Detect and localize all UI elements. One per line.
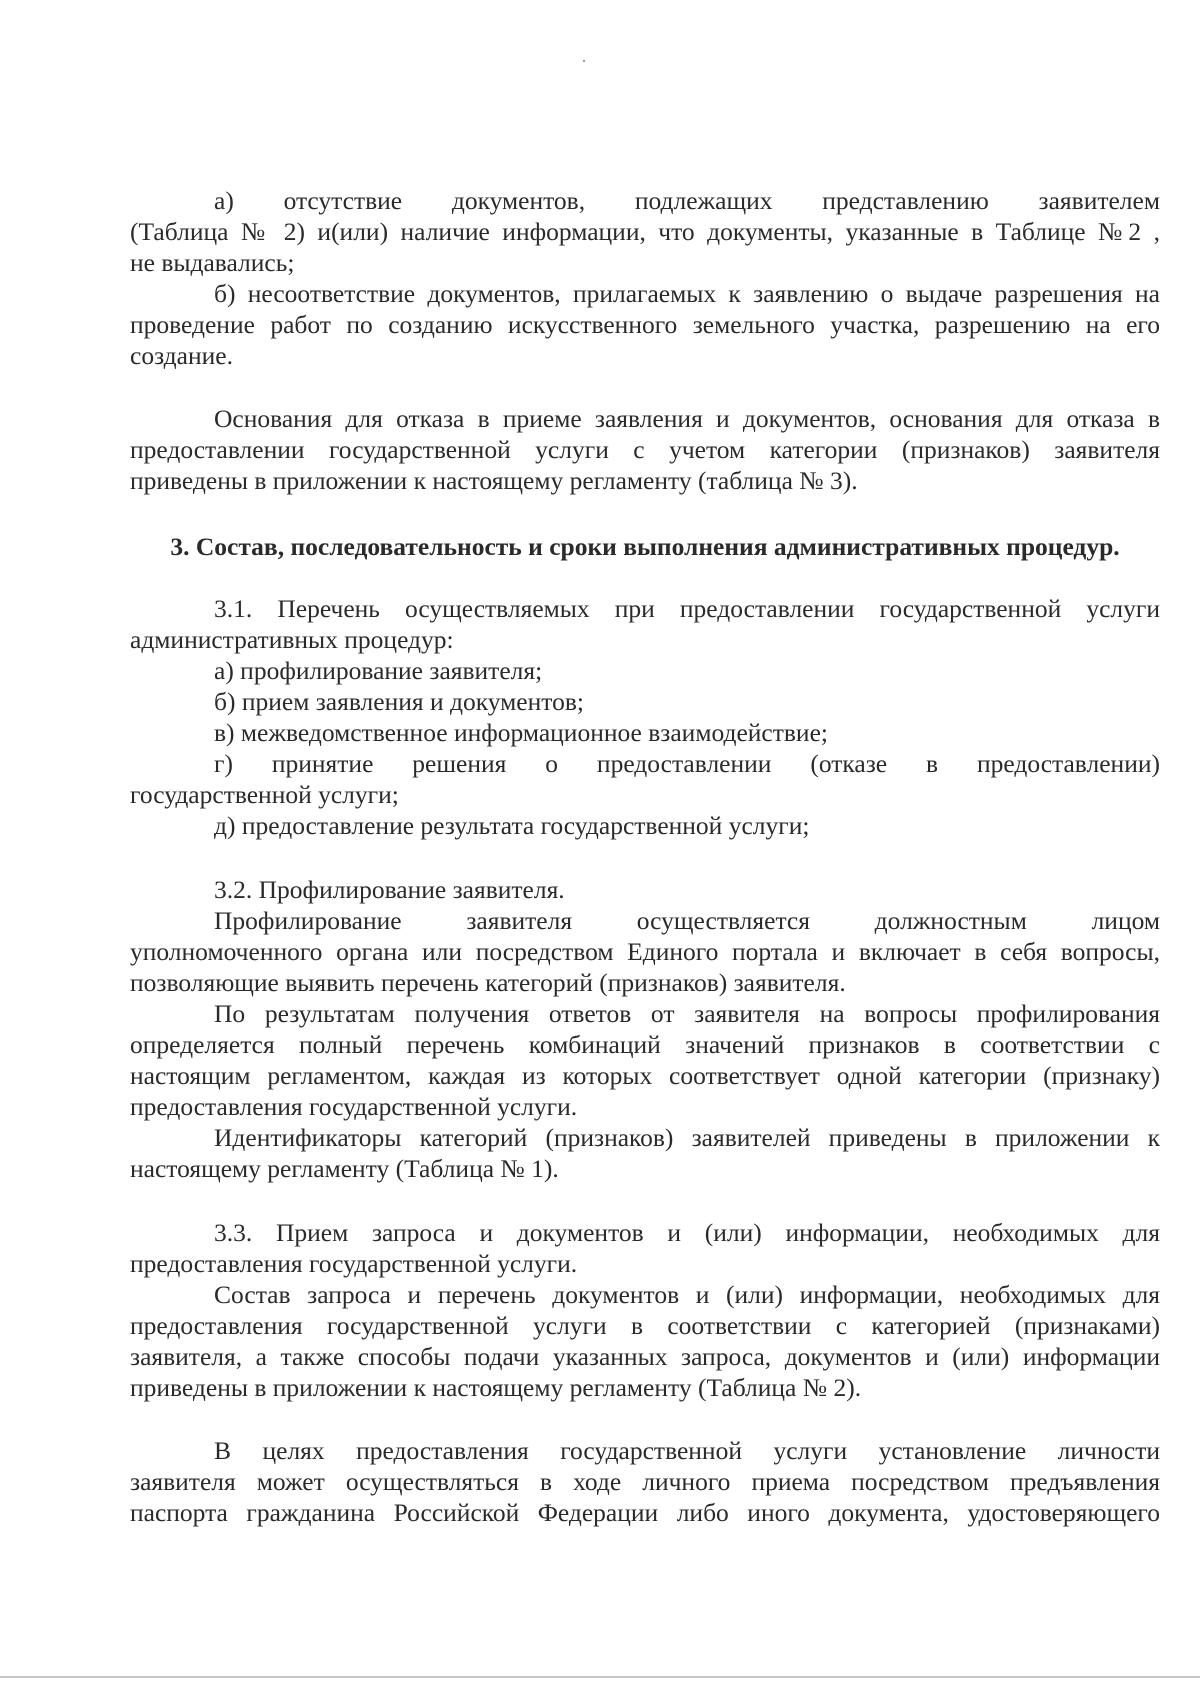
clause-3-2-para-2-line-3: настоящим регламентом, каждая из которых соответствует одной категории (признаку) — [130, 1061, 1160, 1090]
clause-3-3-para-line-1: Состав запроса и перечень документов и (или) информации, необходимых для — [214, 1280, 1160, 1309]
clause-3-2-para-2-line-4: предоставления государственной услуги. — [130, 1092, 578, 1121]
identity-line-1: В целях предоставления государственной услуги установление личности — [214, 1436, 1160, 1465]
clause-3-3-line-1: 3.3. Прием запроса и документов и (или) информации, необходимых для — [214, 1218, 1160, 1247]
clause-3-2-title: 3.2. Профилирование заявителя. — [214, 875, 565, 904]
clause-3-3-para-line-4: приведены в приложении к настоящему регламенту (Таблица № 2). — [130, 1373, 862, 1402]
identity-line-3: паспорта гражданина Российской Федерации либо иного документа, удостоверяющего — [130, 1498, 1160, 1527]
clause-3-1-line-1: 3.1. Перечень осуществляемых при предоставлении государственной услуги — [214, 594, 1160, 623]
item-b-line-2: проведение работ по созданию искусственного земельного участка, разрешению на его — [130, 310, 1160, 339]
identity-line-2: заявителя может осуществляться в ходе личного приема посредством предъявления — [130, 1467, 1160, 1496]
procedure-item-c: в) межведомственное информационное взаимодействие; — [214, 718, 828, 747]
clause-3-2-para-3-line-1: Идентификаторы категорий (признаков) заявителей приведены в приложении к — [214, 1123, 1160, 1152]
clause-3-2-para-2-line-1: По результатам получения ответов от заявителя на вопросы профилирования — [214, 999, 1160, 1028]
clause-3-2-para-3-line-2: настоящему регламенту (Таблица № 1). — [130, 1154, 559, 1183]
clause-3-2-para-1-line-1: Профилирование заявителя осуществляется должностным лицом — [214, 906, 1160, 935]
item-b-line-3: создание. — [130, 341, 233, 370]
procedure-item-d-line-1: г) принятие решения о предоставлении (отказе в предоставлении) — [214, 749, 1160, 778]
clause-3-3-para-line-2: предоставления государственной услуги в соответствии с категорией (признаками) — [130, 1311, 1160, 1340]
procedure-item-e: д) предоставление результата государственной услуги; — [214, 811, 810, 840]
section-3-heading: 3. Состав, последовательность и сроки выполнения административных процедур. — [170, 532, 1120, 561]
grounds-line-3: приведены в приложении к настоящему регламенту (таблица № 3). — [130, 466, 858, 495]
grounds-line-2: предоставлении государственной услуги с учетом категории (признаков) заявителя — [130, 435, 1160, 464]
item-a-line-1: а) отсутствие документов, подлежащих представлению заявителем — [214, 186, 1160, 215]
clause-3-3-para-line-3: заявителя, а также способы подачи указанных запроса, документов и (или) информации — [130, 1342, 1160, 1371]
clause-3-2-para-1-line-3: позволяющие выявить перечень категорий (признаков) заявителя. — [130, 968, 846, 997]
clause-3-2-para-1-line-2: уполномоченного органа или посредством Единого портала и включает в себя вопросы, — [130, 937, 1160, 966]
clause-3-1-line-2: административных процедур: — [130, 625, 454, 654]
procedure-item-b: б) прием заявления и документов; — [214, 687, 584, 716]
grounds-line-1: Основания для отказа в приеме заявления и документов, основания для отказа в — [214, 404, 1160, 433]
clause-3-2-para-2-line-2: определяется полный перечень комбинаций значений признаков в соответствии с — [130, 1030, 1160, 1059]
procedure-item-a: а) профилирование заявителя; — [214, 656, 543, 685]
scan-speck — [583, 60, 585, 62]
item-a-line-3: не выдавались; — [130, 248, 295, 277]
item-b-line-1: б) несоответствие документов, прилагаемых к заявлению о выдаче разрешения на — [214, 279, 1160, 308]
clause-3-3-line-2: предоставления государственной услуги. — [130, 1249, 578, 1278]
procedure-item-d-line-2: государственной услуги; — [130, 780, 399, 809]
scan-bottom-edge — [0, 1676, 1200, 1678]
item-a-line-2: (Таблица № 2) и(или) наличие информации, что документы, указанные в Таблице №2 , — [130, 217, 1160, 246]
